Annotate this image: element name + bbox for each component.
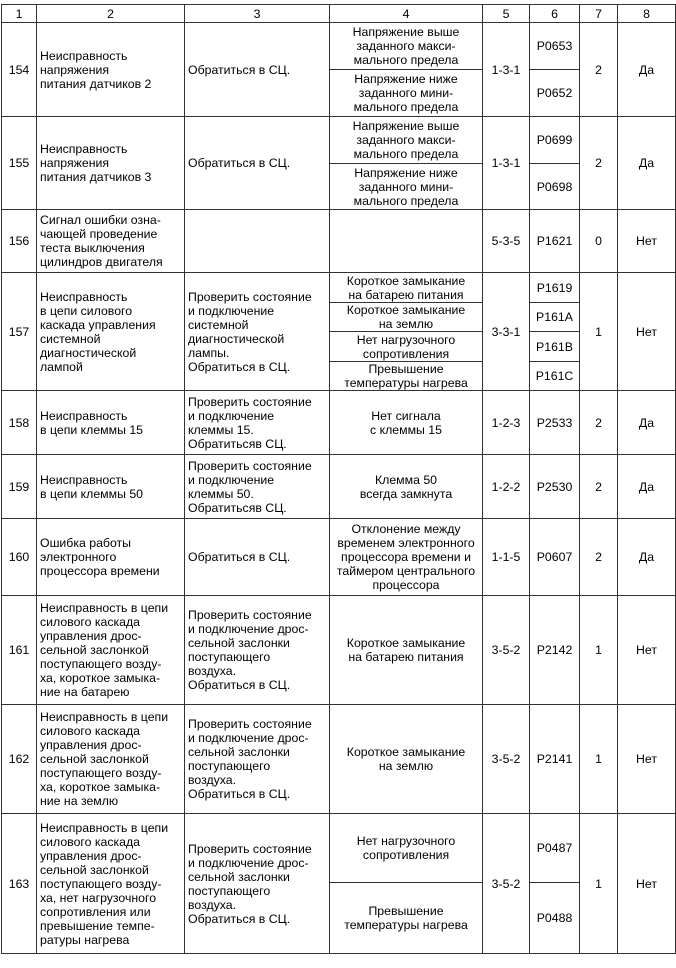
- action-text: Обратиться в СЦ.: [185, 519, 330, 596]
- fault-description: Неисправность напряжения питания датчиков 2: [37, 23, 185, 117]
- action-text: Проверить состояние и подключение клеммы 15. Обратитьсяв СЦ.: [185, 391, 330, 455]
- fault-code: P0607: [530, 519, 580, 596]
- fault-code: P0652: [530, 70, 580, 117]
- table-row: [2, 596, 676, 705]
- table-row: [2, 814, 676, 883]
- table-row: [2, 705, 676, 814]
- action-text: Проверить состояние и подключение клеммы 50. Обратитьсяв СЦ.: [185, 455, 330, 519]
- condition-text: Нет нагрузочного сопротивления: [330, 332, 483, 362]
- condition-text: Короткое замыкание на землю: [330, 303, 483, 332]
- condition-text: Напряжение выше заданного макси- мального предела: [330, 117, 483, 164]
- header-cell: 1: [2, 5, 37, 23]
- table-row: [2, 455, 676, 519]
- column-7-value: 1: [580, 596, 618, 705]
- header-cell: 2: [37, 5, 185, 23]
- column-8-value: Да: [618, 455, 676, 519]
- blink-code: 3-5-2: [483, 814, 530, 954]
- blink-code: 3-3-1: [483, 273, 530, 391]
- row-number: 163: [2, 814, 37, 954]
- condition-text: Короткое замыкание на батарею питания: [330, 273, 483, 303]
- fault-code-table: [1, 4, 676, 954]
- condition-text: Напряжение ниже заданного мини- мального предела: [330, 70, 483, 117]
- fault-description: Неисправность в цепи силового каскада управления дрос- сельной заслонкой поступающего возду- ха, нет нагрузочного сопротивления или превышение темпе- ратуры нагрева: [37, 814, 185, 954]
- fault-code: P0653: [530, 23, 580, 70]
- fault-code: P2533: [530, 391, 580, 455]
- table-row: [2, 23, 676, 70]
- column-7-value: 1: [580, 273, 618, 391]
- fault-description: Неисправность в цепи силового каскада управления системной диагностической лампой: [37, 273, 185, 391]
- column-7-value: 1: [580, 705, 618, 814]
- action-text: Проверить состояние и подключение системной диагностической лампы. Обратиться в СЦ.: [185, 273, 330, 391]
- fault-description: Неисправность напряжения питания датчиков 3: [37, 117, 185, 210]
- column-8-value: Да: [618, 117, 676, 210]
- header-row: [2, 5, 676, 23]
- condition-text: Отклонение между временем электронного процессора времени и таймером центрального процессора: [330, 519, 483, 596]
- condition-text: Короткое замыкание на землю: [330, 705, 483, 814]
- fault-code: P0698: [530, 164, 580, 210]
- row-number: 156: [2, 210, 37, 273]
- blink-code: 1-2-3: [483, 391, 530, 455]
- fault-code: P1619: [530, 273, 580, 303]
- row-number: 157: [2, 273, 37, 391]
- action-text: Обратиться в СЦ.: [185, 23, 330, 117]
- table-row: [2, 210, 676, 273]
- column-7-value: 1: [580, 814, 618, 954]
- condition-text: Клемма 50 всегда замкнута: [330, 455, 483, 519]
- column-7-value: 0: [580, 210, 618, 273]
- table-row: [2, 273, 676, 303]
- condition-text: Напряжение ниже заданного мини- мального предела: [330, 164, 483, 210]
- row-number: 161: [2, 596, 37, 705]
- column-7-value: 2: [580, 519, 618, 596]
- column-7-value: 2: [580, 455, 618, 519]
- fault-code: P2142: [530, 596, 580, 705]
- fault-code: P161A: [530, 303, 580, 332]
- row-number: 162: [2, 705, 37, 814]
- blink-code: 1-1-5: [483, 519, 530, 596]
- blink-code: 3-5-2: [483, 596, 530, 705]
- fault-code: P1621: [530, 210, 580, 273]
- column-8-value: Да: [618, 391, 676, 455]
- table-row: [2, 519, 676, 596]
- column-8-value: Нет: [618, 814, 676, 954]
- column-8-value: Нет: [618, 210, 676, 273]
- action-text: Обратиться в СЦ.: [185, 117, 330, 210]
- action-text: Проверить состояние и подключение дрос- сельной заслонки поступающего воздуха. Обратиться в СЦ.: [185, 814, 330, 954]
- condition-text: Превышение температуры нагрева: [330, 883, 483, 954]
- fault-code: P161C: [530, 362, 580, 391]
- action-text: [185, 210, 330, 273]
- header-cell: 6: [530, 5, 580, 23]
- row-number: 158: [2, 391, 37, 455]
- blink-code: 5-3-5: [483, 210, 530, 273]
- row-number: 159: [2, 455, 37, 519]
- fault-description: Ошибка работы электронного процессора времени: [37, 519, 185, 596]
- action-text: Проверить состояние и подключение дрос- сельной заслонки поступающего воздуха. Обратиться в СЦ.: [185, 705, 330, 814]
- condition-text: Короткое замыкание на батарею питания: [330, 596, 483, 705]
- header-cell: 7: [580, 5, 618, 23]
- fault-code: P0699: [530, 117, 580, 164]
- fault-code: P2530: [530, 455, 580, 519]
- row-number: 160: [2, 519, 37, 596]
- blink-code: 1-3-1: [483, 23, 530, 117]
- condition-text: Нет сигнала с клеммы 15: [330, 391, 483, 455]
- condition-text: Напряжение выше заданного макси- мального предела: [330, 23, 483, 70]
- blink-code: 1-2-2: [483, 455, 530, 519]
- column-7-value: 2: [580, 391, 618, 455]
- fault-code: P0487: [530, 814, 580, 883]
- blink-code: 1-3-1: [483, 117, 530, 210]
- action-text: Проверить состояние и подключение дрос- сельной заслонки поступающего воздуха. Обратиться в СЦ.: [185, 596, 330, 705]
- row-number: 155: [2, 117, 37, 210]
- column-7-value: 2: [580, 117, 618, 210]
- header-cell: 5: [483, 5, 530, 23]
- row-number: 154: [2, 23, 37, 117]
- fault-code: P161B: [530, 332, 580, 362]
- condition-text: Превышение температуры нагрева: [330, 362, 483, 391]
- fault-code: P0488: [530, 883, 580, 954]
- header-cell: 3: [185, 5, 330, 23]
- fault-description: Неисправность в цепи клеммы 50: [37, 455, 185, 519]
- column-8-value: Нет: [618, 273, 676, 391]
- column-7-value: 2: [580, 23, 618, 117]
- fault-description: Неисправность в цепи клеммы 15: [37, 391, 185, 455]
- column-8-value: Нет: [618, 596, 676, 705]
- header-cell: 4: [330, 5, 483, 23]
- fault-description: Сигнал ошибки озна- чающей проведение теста выключения цилиндров двигателя: [37, 210, 185, 273]
- table-row: [2, 117, 676, 164]
- table-row: [2, 391, 676, 455]
- header-cell: 8: [618, 5, 676, 23]
- column-8-value: Да: [618, 519, 676, 596]
- fault-code: P2141: [530, 705, 580, 814]
- condition-text: [330, 210, 483, 273]
- column-8-value: Нет: [618, 705, 676, 814]
- blink-code: 3-5-2: [483, 705, 530, 814]
- fault-description: Неисправность в цепи силового каскада управления дрос- сельной заслонкой поступающего возду- ха, короткое замыка- ние на землю: [37, 705, 185, 814]
- column-8-value: Да: [618, 23, 676, 117]
- fault-description: Неисправность в цепи силового каскада управления дрос- сельной заслонкой поступающего возду- ха, короткое замыка- ние на батарею: [37, 596, 185, 705]
- condition-text: Нет нагрузочного сопротивления: [330, 814, 483, 883]
